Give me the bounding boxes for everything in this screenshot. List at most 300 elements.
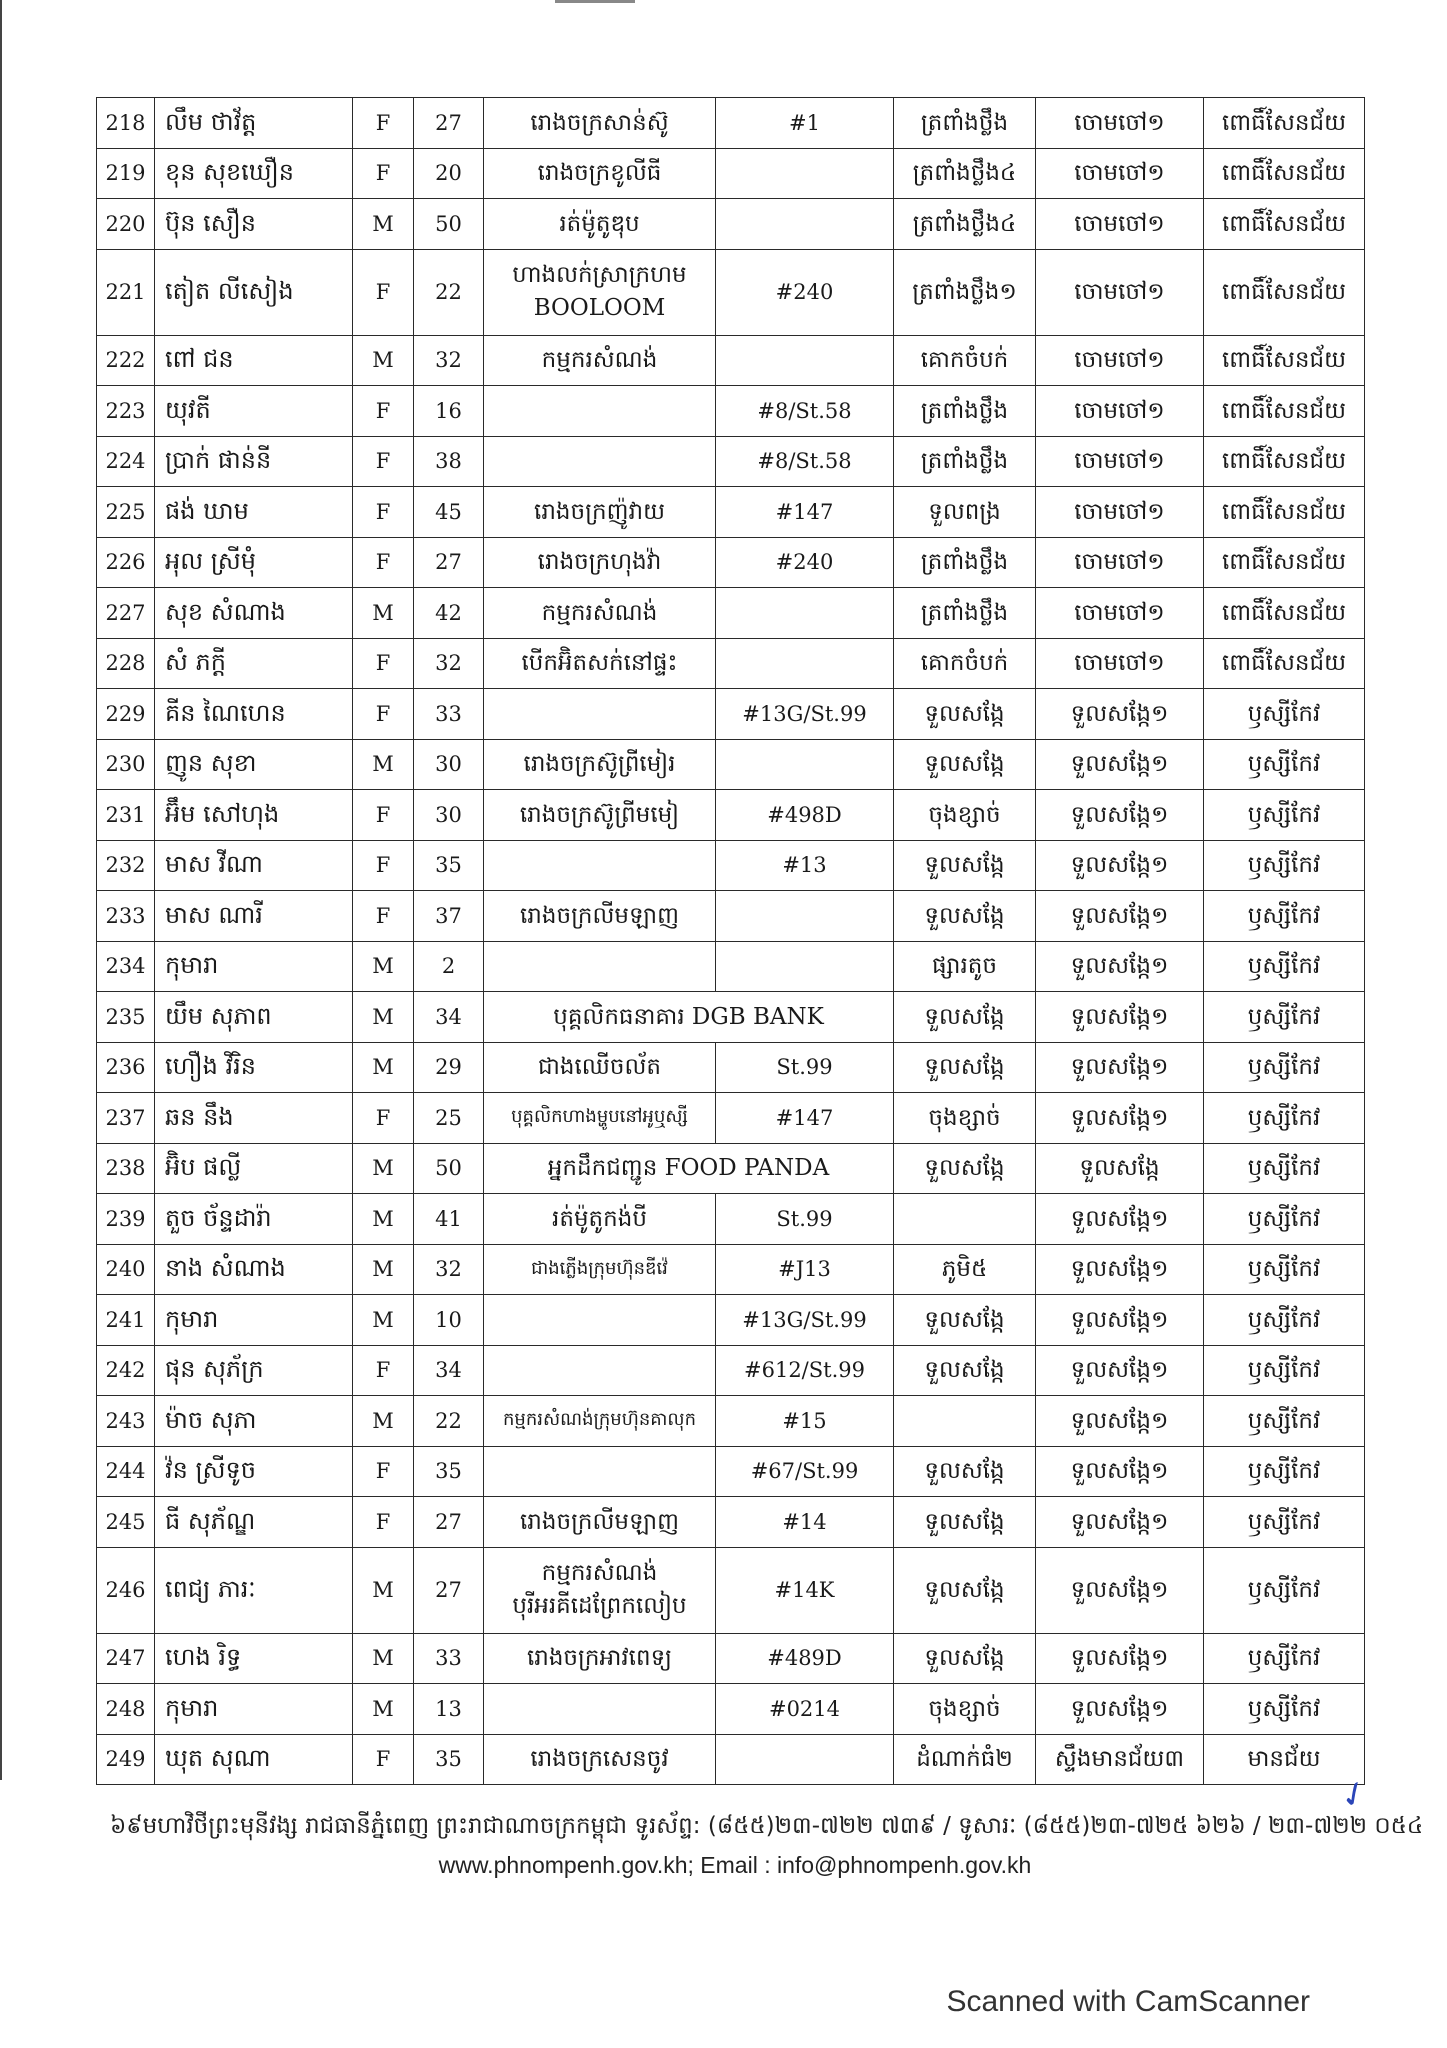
- khan-cell: ឫស្សីកែវ: [1204, 1295, 1365, 1346]
- age-cell: 22: [414, 249, 484, 335]
- row-number-cell: 225: [97, 487, 155, 538]
- workplace-cell: [484, 386, 716, 437]
- khan-cell: ឫស្សីកែវ: [1204, 1143, 1365, 1194]
- name-cell: តួច ច័ន្ទដារ៉ា: [155, 1194, 353, 1245]
- sangkat-cell: ចោមចៅ១: [1036, 199, 1204, 250]
- sex-cell: F: [353, 1345, 414, 1396]
- workplace-cell: បើកអ៊ិតសក់នៅផ្ទះ: [484, 638, 716, 689]
- sex-cell: M: [353, 1295, 414, 1346]
- table-row: [97, 1143, 1365, 1194]
- age-cell: 50: [414, 199, 484, 250]
- name-cell: ម៉ាច សុភា: [155, 1396, 353, 1447]
- name-cell: មាស ណារី: [155, 891, 353, 942]
- khan-cell: ឫស្សីកែវ: [1204, 1093, 1365, 1144]
- name-cell: តៀត លីសៀង: [155, 249, 353, 335]
- table-row: [97, 941, 1365, 992]
- sex-cell: M: [353, 992, 414, 1043]
- register-table-body: [97, 98, 1365, 1785]
- footer-contact: www.phnompenh.gov.kh; Email : info@phnompenh.gov.kh: [438, 1852, 1032, 1878]
- house-number-cell: #67/St.99: [716, 1446, 894, 1497]
- age-cell: 25: [414, 1093, 484, 1144]
- sex-cell: M: [353, 1042, 414, 1093]
- village-cell: គោកចំបក់: [894, 638, 1036, 689]
- workplace-cell: កម្មករសំណង់: [484, 335, 716, 386]
- name-cell: ប៊ុន សឿន: [155, 199, 353, 250]
- house-number-cell: #14: [716, 1497, 894, 1548]
- village-cell: ចុងខ្សាច់: [894, 1684, 1036, 1735]
- age-cell: 34: [414, 992, 484, 1043]
- table-row: [97, 1244, 1365, 1295]
- workplace-cell: [484, 689, 716, 740]
- workplace-cell: បុគ្គលិកធនាគារ DGB BANK: [484, 992, 894, 1043]
- workplace-cell: [484, 1295, 716, 1346]
- village-cell: ត្រពាំងថ្លឹង: [894, 436, 1036, 487]
- name-cell: កុមារា: [155, 941, 353, 992]
- row-number-cell: 229: [97, 689, 155, 740]
- table-row: [97, 249, 1365, 335]
- house-number-cell: #13G/St.99: [716, 1295, 894, 1346]
- name-cell: គីន ណៃហេន: [155, 689, 353, 740]
- age-cell: 29: [414, 1042, 484, 1093]
- row-number-cell: 246: [97, 1547, 155, 1633]
- village-cell: ទួលសង្កែ: [894, 891, 1036, 942]
- village-cell: ទួលសង្កែ: [894, 1497, 1036, 1548]
- sex-cell: F: [353, 1497, 414, 1548]
- name-cell: មាស វីណា: [155, 840, 353, 891]
- age-cell: 27: [414, 1547, 484, 1633]
- sangkat-cell: ទួលសង្កែ១: [1036, 1295, 1204, 1346]
- sangkat-cell: ចោមចៅ១: [1036, 249, 1204, 335]
- village-cell: ទួលពង្រ: [894, 487, 1036, 538]
- sangkat-cell: ចោមចៅ១: [1036, 436, 1204, 487]
- sangkat-cell: ចោមចៅ១: [1036, 487, 1204, 538]
- workplace-cell: [484, 436, 716, 487]
- row-number-cell: 244: [97, 1446, 155, 1497]
- name-cell: ឃុត សុណា: [155, 1734, 353, 1785]
- age-cell: 35: [414, 840, 484, 891]
- table-row: [97, 840, 1365, 891]
- row-number-cell: 232: [97, 840, 155, 891]
- khan-cell: ឫស្សីកែវ: [1204, 1633, 1365, 1684]
- age-cell: 41: [414, 1194, 484, 1245]
- row-number-cell: 248: [97, 1684, 155, 1735]
- table-row: [97, 98, 1365, 149]
- table-row: [97, 638, 1365, 689]
- name-cell: លឹម ថាវ័ត្ត: [155, 98, 353, 149]
- sex-cell: M: [353, 739, 414, 790]
- house-number-cell: [716, 588, 894, 639]
- sex-cell: M: [353, 335, 414, 386]
- house-number-cell: #8/St.58: [716, 436, 894, 487]
- row-number-cell: 228: [97, 638, 155, 689]
- village-cell: ដំណាក់ធំ២: [894, 1734, 1036, 1785]
- village-cell: គោកចំបក់: [894, 335, 1036, 386]
- name-cell: កុមារា: [155, 1684, 353, 1735]
- sangkat-cell: ទួលសង្កែ១: [1036, 1446, 1204, 1497]
- page-left-edge: [0, 0, 2, 1780]
- page-top-mark: [555, 0, 635, 3]
- table-row: [97, 1396, 1365, 1447]
- khan-cell: ឫស្សីកែវ: [1204, 1396, 1365, 1447]
- sex-cell: F: [353, 1734, 414, 1785]
- house-number-cell: #13G/St.99: [716, 689, 894, 740]
- khan-cell: ពោធិ៍សែនជ័យ: [1204, 199, 1365, 250]
- row-number-cell: 237: [97, 1093, 155, 1144]
- house-number-cell: #147: [716, 487, 894, 538]
- sex-cell: F: [353, 249, 414, 335]
- khan-cell: ពោធិ៍សែនជ័យ: [1204, 537, 1365, 588]
- village-cell: ចុងខ្សាច់: [894, 1093, 1036, 1144]
- house-number-cell: [716, 638, 894, 689]
- workplace-cell: រត់ម៉ូតូឌុប: [484, 199, 716, 250]
- row-number-cell: 224: [97, 436, 155, 487]
- sex-cell: F: [353, 1093, 414, 1144]
- age-cell: 33: [414, 1633, 484, 1684]
- village-cell: ទួលសង្កែ: [894, 689, 1036, 740]
- name-cell: ហឿង វិរិន: [155, 1042, 353, 1093]
- row-number-cell: 241: [97, 1295, 155, 1346]
- house-number-cell: [716, 335, 894, 386]
- khan-cell: ឫស្សីកែវ: [1204, 1194, 1365, 1245]
- khan-cell: ឫស្សីកែវ: [1204, 790, 1365, 841]
- house-number-cell: [716, 739, 894, 790]
- workplace-line-1: កម្មករសំណង់: [541, 1559, 658, 1586]
- name-cell: សុខ សំណាង: [155, 588, 353, 639]
- house-number-cell: #612/St.99: [716, 1345, 894, 1396]
- sex-cell: M: [353, 1547, 414, 1633]
- table-row: [97, 1497, 1365, 1548]
- workplace-line-1: ហាងលក់ស្រាក្រហម: [512, 261, 687, 288]
- sex-cell: F: [353, 148, 414, 199]
- sangkat-cell: ទួលសង្កែ: [1036, 1143, 1204, 1194]
- village-cell: ត្រពាំងថ្លឹង: [894, 537, 1036, 588]
- sangkat-cell: ទួលសង្កែ១: [1036, 689, 1204, 740]
- table-row: [97, 335, 1365, 386]
- sangkat-cell: ចោមចៅ១: [1036, 98, 1204, 149]
- sex-cell: M: [353, 199, 414, 250]
- village-cell: ទួលសង្កែ: [894, 1345, 1036, 1396]
- sangkat-cell: ស្ទឹងមានជ័យ៣: [1036, 1734, 1204, 1785]
- age-cell: 45: [414, 487, 484, 538]
- table-row: [97, 537, 1365, 588]
- workplace-line-2: បុរីអរគីដេព្រែកលៀប: [512, 1593, 687, 1619]
- workplace-cell: រោងចក្រខូលីធី: [484, 148, 716, 199]
- khan-cell: ឫស្សីកែវ: [1204, 1446, 1365, 1497]
- khan-cell: ពោធិ៍សែនជ័យ: [1204, 249, 1365, 335]
- sangkat-cell: ចោមចៅ១: [1036, 148, 1204, 199]
- village-cell: ទួលសង្កែ: [894, 1295, 1036, 1346]
- row-number-cell: 238: [97, 1143, 155, 1194]
- name-cell: អ៊ិប ផល្លី: [155, 1143, 353, 1194]
- age-cell: 16: [414, 386, 484, 437]
- house-number-cell: #15: [716, 1396, 894, 1447]
- workplace-cell: បុគ្គលិកហាងម្ហូបនៅអូឬស្សី: [484, 1093, 716, 1144]
- workplace-cell: រោងចក្រសេនចូវ: [484, 1734, 716, 1785]
- age-cell: 27: [414, 1497, 484, 1548]
- house-number-cell: #240: [716, 249, 894, 335]
- sex-cell: M: [353, 1143, 414, 1194]
- village-cell: ត្រពាំងថ្លឹង៤: [894, 199, 1036, 250]
- house-number-cell: #13: [716, 840, 894, 891]
- village-cell: ទួលសង្កែ: [894, 840, 1036, 891]
- register-table: [96, 97, 1365, 1785]
- sangkat-cell: ទួលសង្កែ១: [1036, 1497, 1204, 1548]
- row-number-cell: 220: [97, 199, 155, 250]
- table-row: [97, 1295, 1365, 1346]
- table-row: [97, 1042, 1365, 1093]
- workplace-cell: [484, 1345, 716, 1396]
- khan-cell: ឫស្សីកែវ: [1204, 1244, 1365, 1295]
- name-cell: ធី សុភ័ណ្ឌ: [155, 1497, 353, 1548]
- check-mark-icon: ✓: [1332, 1770, 1376, 1820]
- sex-cell: M: [353, 1194, 414, 1245]
- name-cell: វ៉ន ស្រីទូច: [155, 1446, 353, 1497]
- workplace-cell: កម្មករសំណង់ក្រុមហ៊ុនគាលុក: [484, 1396, 716, 1447]
- workplace-cell: [484, 249, 716, 335]
- table-row: [97, 588, 1365, 639]
- workplace-cell: ជាងឈើចល័ត: [484, 1042, 716, 1093]
- sex-cell: M: [353, 1684, 414, 1735]
- age-cell: 50: [414, 1143, 484, 1194]
- sex-cell: F: [353, 638, 414, 689]
- workplace-cell: [484, 840, 716, 891]
- table-row: [97, 1734, 1365, 1785]
- khan-cell: ឫស្សីកែវ: [1204, 1042, 1365, 1093]
- age-cell: 33: [414, 689, 484, 740]
- sex-cell: F: [353, 1446, 414, 1497]
- name-cell: ហេង រិទ្ធ: [155, 1633, 353, 1684]
- sex-cell: M: [353, 1633, 414, 1684]
- sangkat-cell: ទួលសង្កែ១: [1036, 1345, 1204, 1396]
- workplace-cell: អ្នកដឹកជញ្ជូន FOOD PANDA: [484, 1143, 894, 1194]
- table-row: [97, 199, 1365, 250]
- name-cell: យុវតី: [155, 386, 353, 437]
- house-number-cell: #147: [716, 1093, 894, 1144]
- house-number-cell: St.99: [716, 1042, 894, 1093]
- workplace-cell: រោងចក្រហុងវ៉ា: [484, 537, 716, 588]
- row-number-cell: 235: [97, 992, 155, 1043]
- sangkat-cell: ទួលសង្កែ១: [1036, 739, 1204, 790]
- age-cell: 35: [414, 1734, 484, 1785]
- khan-cell: ពោធិ៍សែនជ័យ: [1204, 436, 1365, 487]
- row-number-cell: 221: [97, 249, 155, 335]
- name-cell: ផុន សុភ័ក្រ: [155, 1345, 353, 1396]
- khan-cell: មានជ័យ: [1204, 1734, 1365, 1785]
- village-cell: ភូមិ៥: [894, 1244, 1036, 1295]
- name-cell: ឆន នឹង: [155, 1093, 353, 1144]
- workplace-cell: រោងចក្រស៊ូព្រីមៀរ: [484, 739, 716, 790]
- sex-cell: F: [353, 537, 414, 588]
- house-number-cell: #498D: [716, 790, 894, 841]
- sex-cell: F: [353, 98, 414, 149]
- house-number-cell: #J13: [716, 1244, 894, 1295]
- workplace-cell: ជាងភ្លើងក្រុមហ៊ុនឌីវ៉េ: [484, 1244, 716, 1295]
- house-number-cell: [716, 891, 894, 942]
- age-cell: 20: [414, 148, 484, 199]
- sex-cell: M: [353, 1396, 414, 1447]
- sex-cell: F: [353, 891, 414, 942]
- row-number-cell: 249: [97, 1734, 155, 1785]
- sex-cell: M: [353, 1244, 414, 1295]
- sangkat-cell: ទួលសង្កែ១: [1036, 1547, 1204, 1633]
- row-number-cell: 227: [97, 588, 155, 639]
- table-row: [97, 1684, 1365, 1735]
- age-cell: 27: [414, 98, 484, 149]
- workplace-cell: [484, 941, 716, 992]
- name-cell: នាង សំណាង: [155, 1244, 353, 1295]
- village-cell: ត្រពាំងថ្លឹង៤: [894, 148, 1036, 199]
- village-cell: ត្រពាំងថ្លឹង: [894, 98, 1036, 149]
- age-cell: 32: [414, 638, 484, 689]
- sangkat-cell: ទួលសង្កែ១: [1036, 992, 1204, 1043]
- table-row: [97, 386, 1365, 437]
- row-number-cell: 219: [97, 148, 155, 199]
- table-row: [97, 436, 1365, 487]
- table-row: [97, 891, 1365, 942]
- name-cell: កុមារា: [155, 1295, 353, 1346]
- sangkat-cell: ទួលសង្កែ១: [1036, 1396, 1204, 1447]
- village-cell: ចុងខ្សាច់: [894, 790, 1036, 841]
- age-cell: 32: [414, 1244, 484, 1295]
- workplace-cell: រោងចក្រលីមឡាញ: [484, 891, 716, 942]
- age-cell: 10: [414, 1295, 484, 1346]
- house-number-cell: #14K: [716, 1547, 894, 1633]
- footer-address: ៦៩មហាវិថីព្រះមុនីវង្ស រាជធានីភ្នំពេញ ព្រះរាជាណាចក្រកម្ពុជា ទូរស័ព្ទ: (៨៥៥)២៣-៧២២ ៧៣៩ / ទូសារៈ (៨៥៥)២៣-៧២៥ ៦២៦ / ២៣-៧២២ ០៥៤: [110, 1813, 1424, 1839]
- workplace-cell: រោងចក្រអាវពេទ្យ: [484, 1633, 716, 1684]
- age-cell: 35: [414, 1446, 484, 1497]
- sex-cell: F: [353, 487, 414, 538]
- sex-cell: F: [353, 790, 414, 841]
- khan-cell: ពោធិ៍សែនជ័យ: [1204, 588, 1365, 639]
- table-row: [97, 790, 1365, 841]
- house-number-cell: St.99: [716, 1194, 894, 1245]
- sangkat-cell: ទួលសង្កែ១: [1036, 1042, 1204, 1093]
- workplace-cell: រោងចក្រលីមឡាញ: [484, 1497, 716, 1548]
- sangkat-cell: ទួលសង្កែ១: [1036, 941, 1204, 992]
- age-cell: 13: [414, 1684, 484, 1735]
- name-cell: ខុន សុខឃឿន: [155, 148, 353, 199]
- village-cell: ទួលសង្កែ: [894, 739, 1036, 790]
- sangkat-cell: ទួលសង្កែ១: [1036, 1194, 1204, 1245]
- house-number-cell: #489D: [716, 1633, 894, 1684]
- workplace-cell: កម្មករសំណង់: [484, 588, 716, 639]
- table-row: [97, 1194, 1365, 1245]
- sex-cell: M: [353, 941, 414, 992]
- age-cell: 30: [414, 790, 484, 841]
- row-number-cell: 233: [97, 891, 155, 942]
- row-number-cell: 247: [97, 1633, 155, 1684]
- khan-cell: ឫស្សីកែវ: [1204, 1684, 1365, 1735]
- name-cell: ផង់ ឃាម: [155, 487, 353, 538]
- village-cell: ទួលសង្កែ: [894, 1633, 1036, 1684]
- row-number-cell: 239: [97, 1194, 155, 1245]
- table-row: [97, 148, 1365, 199]
- khan-cell: ឫស្សីកែវ: [1204, 1547, 1365, 1633]
- house-number-cell: #240: [716, 537, 894, 588]
- workplace-cell: [484, 1547, 716, 1633]
- age-cell: 2: [414, 941, 484, 992]
- name-cell: ពៅ ជន: [155, 335, 353, 386]
- sangkat-cell: ទួលសង្កែ១: [1036, 891, 1204, 942]
- khan-cell: ពោធិ៍សែនជ័យ: [1204, 638, 1365, 689]
- age-cell: 30: [414, 739, 484, 790]
- village-cell: ទួលសង្កែ: [894, 1042, 1036, 1093]
- name-cell: សំ ភក្តី: [155, 638, 353, 689]
- workplace-cell: រោងចក្រញ៉ូវាយ: [484, 487, 716, 538]
- table-row: [97, 1345, 1365, 1396]
- village-cell: [894, 1194, 1036, 1245]
- house-number-cell: [716, 148, 894, 199]
- table-row: [97, 1633, 1365, 1684]
- village-cell: ត្រពាំងថ្លឹង១: [894, 249, 1036, 335]
- name-cell: ពេជ្យ ភារៈ: [155, 1547, 353, 1633]
- workplace-cell: [484, 1446, 716, 1497]
- workplace-cell: រោងចក្រសាន់ស៊ូ: [484, 98, 716, 149]
- sangkat-cell: ចោមចៅ១: [1036, 537, 1204, 588]
- row-number-cell: 218: [97, 98, 155, 149]
- row-number-cell: 234: [97, 941, 155, 992]
- house-number-cell: [716, 1734, 894, 1785]
- table-row: [97, 1547, 1365, 1633]
- khan-cell: ឫស្សីកែវ: [1204, 992, 1365, 1043]
- age-cell: 38: [414, 436, 484, 487]
- khan-cell: ឫស្សីកែវ: [1204, 689, 1365, 740]
- sangkat-cell: ចោមចៅ១: [1036, 588, 1204, 639]
- table-row: [97, 1093, 1365, 1144]
- row-number-cell: 245: [97, 1497, 155, 1548]
- age-cell: 22: [414, 1396, 484, 1447]
- khan-cell: ឫស្សីកែវ: [1204, 739, 1365, 790]
- khan-cell: ពោធិ៍សែនជ័យ: [1204, 148, 1365, 199]
- row-number-cell: 223: [97, 386, 155, 437]
- sex-cell: F: [353, 840, 414, 891]
- table-row: [97, 992, 1365, 1043]
- khan-cell: ឫស្សីកែវ: [1204, 891, 1365, 942]
- sangkat-cell: ទួលសង្កែ១: [1036, 1684, 1204, 1735]
- age-cell: 32: [414, 335, 484, 386]
- village-cell: ផ្សារតូច: [894, 941, 1036, 992]
- table-row: [97, 689, 1365, 740]
- khan-cell: ឫស្សីកែវ: [1204, 941, 1365, 992]
- village-cell: ទួលសង្កែ: [894, 1446, 1036, 1497]
- row-number-cell: 240: [97, 1244, 155, 1295]
- sangkat-cell: ទួលសង្កែ១: [1036, 790, 1204, 841]
- house-number-cell: [716, 941, 894, 992]
- sangkat-cell: ទួលសង្កែ១: [1036, 1093, 1204, 1144]
- name-cell: អុល ស្រីមុំ: [155, 537, 353, 588]
- age-cell: 37: [414, 891, 484, 942]
- sangkat-cell: ទួលសង្កែ១: [1036, 1633, 1204, 1684]
- village-cell: ត្រពាំងថ្លឹង: [894, 588, 1036, 639]
- khan-cell: ពោធិ៍សែនជ័យ: [1204, 335, 1365, 386]
- khan-cell: ឫស្សីកែវ: [1204, 1345, 1365, 1396]
- row-number-cell: 226: [97, 537, 155, 588]
- row-number-cell: 230: [97, 739, 155, 790]
- workplace-cell: រោងចក្រស៊ូព្រីមមៀ: [484, 790, 716, 841]
- name-cell: យឹម សុភាព: [155, 992, 353, 1043]
- workplace-line-2: BOOLOOM: [533, 295, 666, 321]
- khan-cell: ពោធិ៍សែនជ័យ: [1204, 487, 1365, 538]
- sangkat-cell: ទួលសង្កែ១: [1036, 840, 1204, 891]
- row-number-cell: 243: [97, 1396, 155, 1447]
- khan-cell: ពោធិ៍សែនជ័យ: [1204, 386, 1365, 437]
- village-cell: ទួលសង្កែ: [894, 992, 1036, 1043]
- sangkat-cell: ចោមចៅ១: [1036, 386, 1204, 437]
- khan-cell: ពោធិ៍សែនជ័យ: [1204, 98, 1365, 149]
- village-cell: ទួលសង្កែ: [894, 1547, 1036, 1633]
- workplace-cell: រត់ម៉ូតូកង់បី: [484, 1194, 716, 1245]
- sex-cell: F: [353, 436, 414, 487]
